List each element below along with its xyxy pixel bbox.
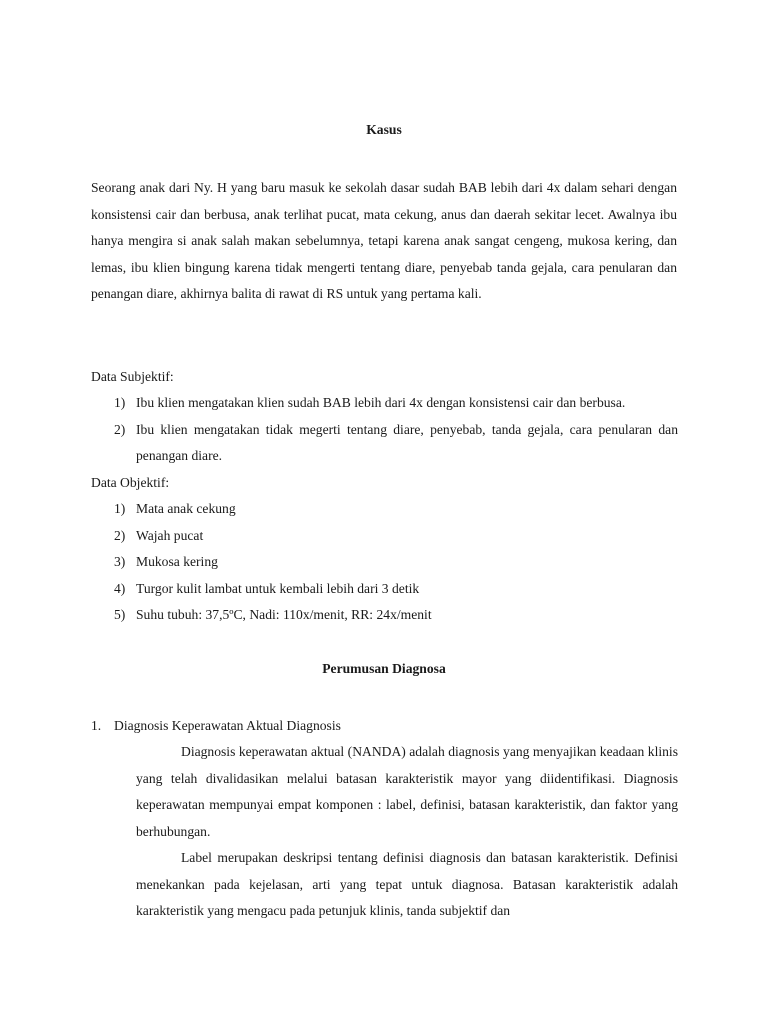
list-item-number: 3) (114, 554, 126, 569)
list-item (0, 549, 768, 576)
list-item-text: Ibu klien mengatakan klien sudah BAB lebih dari 4x dengan konsistensi cair dan berbusa. (136, 395, 626, 410)
list-item (0, 417, 768, 470)
list-item-number: 2) (114, 421, 126, 437)
objective-data-list (0, 496, 768, 629)
subjective-data-label: Data Subjektif: (91, 369, 174, 384)
list-item-text: Ibu klien mengatakan tidak megerti tentang diare, penyebab, tanda gejala, cara penularan dan penangan diare. (136, 421, 678, 463)
list-item-number: 5) (114, 607, 126, 622)
list-item (0, 576, 768, 603)
diagnosis-paragraph: Label merupakan deskripsi tentang definisi diagnosis dan batasan karakteristik. Definisi menekankan pada kejelasan, arti yang tepat untuk diagnosa. Batasan karakteristik adalah karakteristik yang mengacu pada petunjuk klinis, tanda subjektif dan (136, 850, 678, 918)
list-item-number: 4) (114, 580, 126, 596)
diagnosis-item-number: 1. (91, 718, 102, 733)
list-item (0, 523, 768, 550)
list-item-text: Mukosa kering (136, 554, 218, 569)
diagnosis-section-title: Perumusan Diagnosa (322, 661, 446, 676)
diagnosis-paragraph: Diagnosis keperawatan aktual (NANDA) adalah diagnosis yang menyajikan keadaan klinis yang telah divalidasikan melalui batasan karakteristik mayor yang diidentifikasi. Diagnosis keperawatan mempunyai empat komponen : label, definisi, batasan karakteristik, dan faktor yang berhubungan. (136, 744, 678, 839)
list-item-number: 1) (114, 501, 126, 516)
list-item-text: Wajah pucat (136, 527, 204, 543)
list-item (0, 496, 768, 523)
diagnosis-item-text: Diagnosis Keperawatan Aktual Diagnosis (114, 718, 341, 733)
list-item (0, 602, 768, 629)
list-item-number: 1) (114, 395, 126, 410)
case-title: Kasus (366, 122, 402, 137)
subjective-data-list (0, 390, 768, 470)
list-item-text: Suhu tubuh: 37,5ºC, Nadi: 110x/menit, RR: 24x/menit (136, 607, 432, 622)
case-description: Seorang anak dari Ny. H yang baru masuk ke sekolah dasar sudah BAB lebih dari 4x dalam sehari dengan konsistensi cair dan berbusa, anak terlihat pucat, mata cekung, anus dan daerah sekitar lecet. Awalnya ibu hanya mengira si anak salah makan sebelumnya, tetapi karena anak sangat cengeng, mukosa kering, dan lemas, ibu klien bingung karena tidak mengerti tentang diare, penyebab tanda gejala, cara penularan dan penangan diare, akhirnya balita di rawat di RS untuk yang pertama kali. (91, 180, 677, 301)
objective-data-label: Data Objektif: (91, 475, 170, 490)
list-item-text: Mata anak cekung (136, 501, 236, 516)
list-item-number: 2) (114, 527, 126, 543)
list-item-text: Turgor kulit lambat untuk kembali lebih dari 3 detik (136, 580, 420, 596)
list-item (0, 390, 768, 417)
